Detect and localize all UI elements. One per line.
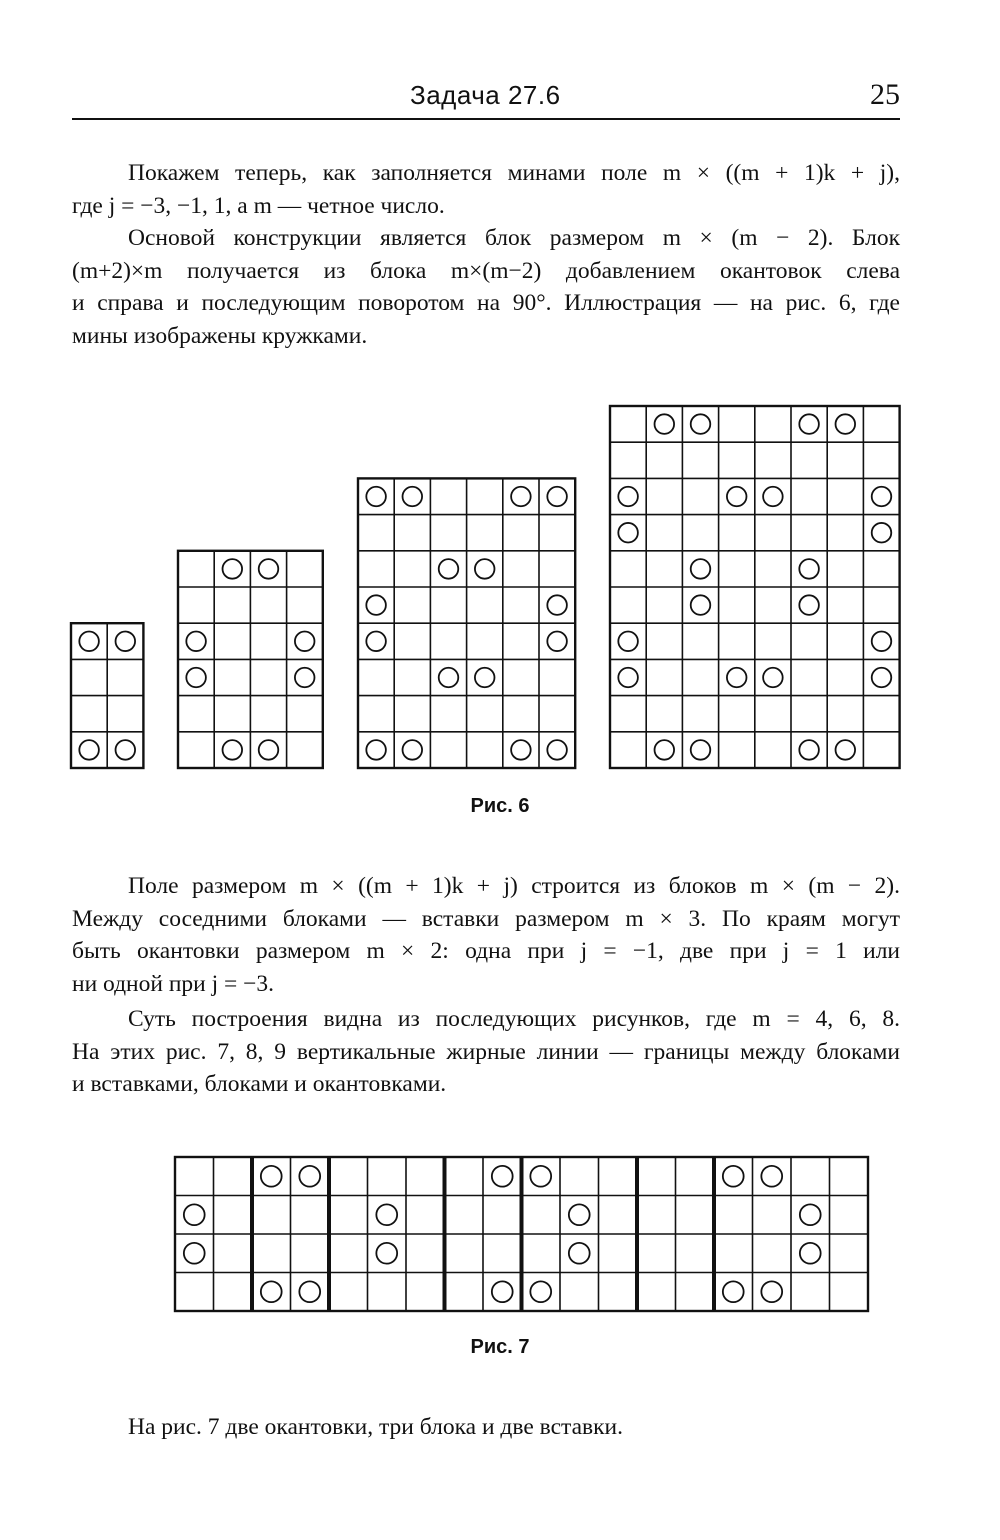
mine-circle — [530, 1281, 551, 1302]
mine-circle — [184, 1204, 205, 1225]
text-line: На рис. 7 две окантовки, три блока и две вставки. — [128, 1414, 623, 1440]
text-line: На этих рис. 7, 8, 9 вертикальные жирные линии — границы между блоками — [72, 1038, 900, 1065]
mine-circle — [530, 1166, 551, 1187]
text-line: Между соседними блоками — вставки размером m × 3. По краям могут — [72, 905, 900, 932]
text-line: (m+2)×m получается из блока m×(m−2) добавлением окантовок слева — [72, 257, 900, 284]
text-line: Поле размером m × ((m + 1)k + j) строится из блоков m × (m − 2). — [128, 873, 900, 899]
mine-circle — [299, 1281, 320, 1302]
mine-circle — [569, 1243, 590, 1264]
text-line: Основой конструкции является блок размером m × (m − 2). Блок — [128, 225, 900, 251]
text-line: Покажем теперь, как заполняется минами поле m × ((m + 1)k + j), — [128, 160, 900, 186]
mine-circle — [723, 1281, 744, 1302]
text-line: ни одной при j = −3. — [72, 970, 275, 997]
mine-circle — [800, 1204, 821, 1225]
mine-circle — [376, 1243, 397, 1264]
mine-circle — [492, 1281, 513, 1302]
text-line: где j = −3, −1, 1, a m — четное число. — [72, 192, 445, 219]
mine-circle — [723, 1166, 744, 1187]
mine-circle — [569, 1204, 590, 1225]
text-line: Суть построения видна из последующих рисунков, где m = 4, 6, 8. — [128, 1006, 900, 1032]
text-line: быть окантовки размером m × 2: одна при j = −1, две при j = 1 или — [72, 938, 900, 964]
grid-4x18 — [175, 1157, 868, 1311]
mine-circle — [299, 1166, 320, 1187]
text-line: мины изображены кружками. — [72, 322, 368, 349]
text-line: и вставками, блоками и окантовками. — [72, 1071, 447, 1097]
mine-circle — [184, 1243, 205, 1264]
text-line: и справа и последующим поворотом на 90°. Иллюстрация — на рис. 6, где — [72, 290, 900, 316]
mine-circle — [492, 1166, 513, 1187]
mine-circle — [261, 1281, 282, 1302]
page-number: 25 — [870, 78, 900, 111]
mine-circle — [261, 1166, 282, 1187]
mine-circle — [761, 1166, 782, 1187]
mine-circle — [761, 1281, 782, 1302]
figure-7-caption: Рис. 7 — [470, 1336, 530, 1358]
mine-circle — [376, 1204, 397, 1225]
figure-6-caption: Рис. 6 — [470, 795, 530, 817]
paragraph-5 — [72, 1411, 900, 1444]
running-header-title: Задача 27.6 — [410, 80, 561, 110]
mine-circle — [800, 1243, 821, 1264]
